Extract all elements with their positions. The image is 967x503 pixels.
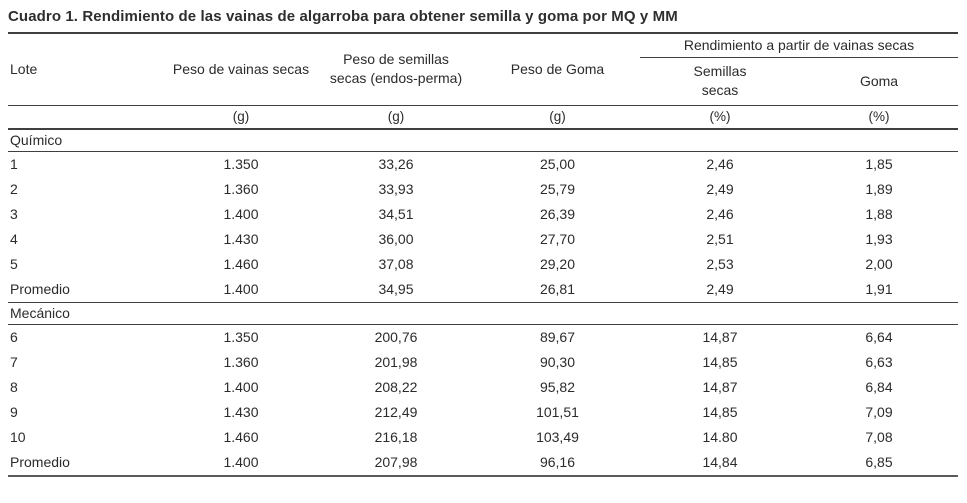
col-header-peso-vainas-label: Peso de vainas secas bbox=[172, 60, 310, 77]
value-cell: 7,08 bbox=[865, 429, 893, 445]
value-cell: 14,87 bbox=[702, 379, 738, 395]
table-body bbox=[8, 129, 958, 476]
col-header-rend-semillas-label: Semillas secas bbox=[693, 63, 747, 98]
row-label: 2 bbox=[10, 181, 18, 197]
value-cell: 1.360 bbox=[223, 354, 259, 370]
value-cell: 1.400 bbox=[223, 281, 259, 297]
value-cell: 33,26 bbox=[378, 156, 414, 172]
value-cell: 14,85 bbox=[702, 404, 738, 420]
unit-rend-semillas: (%) bbox=[640, 105, 800, 129]
value-cell: 89,67 bbox=[539, 329, 576, 345]
value-cell: 2,49 bbox=[706, 281, 734, 297]
table-title: Cuadro 1. Rendimiento de las vainas de algarroba para obtener semilla y goma por MQ y MM bbox=[8, 8, 678, 25]
row-label: 10 bbox=[10, 429, 26, 445]
table-row bbox=[8, 425, 958, 450]
value-cell: 1.350 bbox=[223, 156, 259, 172]
section-row bbox=[8, 129, 958, 152]
units-row bbox=[8, 105, 958, 129]
unit-semillas: (g) bbox=[317, 105, 475, 129]
table-row bbox=[8, 450, 958, 476]
value-cell: 1.460 bbox=[223, 429, 259, 445]
section-label: Químico bbox=[8, 129, 958, 152]
value-cell: 1,91 bbox=[865, 281, 893, 297]
table-row bbox=[8, 202, 958, 227]
row-label: 8 bbox=[10, 379, 18, 395]
value-cell: 1,85 bbox=[865, 156, 893, 172]
row-label: 6 bbox=[10, 329, 18, 345]
value-cell: 2,53 bbox=[706, 256, 734, 272]
value-cell: 1.430 bbox=[223, 404, 259, 420]
value-cell: 1.400 bbox=[223, 206, 259, 222]
value-cell: 1.400 bbox=[223, 454, 259, 470]
row-label: 9 bbox=[10, 404, 18, 420]
value-cell: 95,82 bbox=[539, 379, 576, 395]
table-row bbox=[8, 151, 958, 177]
value-cell: 90,30 bbox=[539, 354, 576, 370]
table-row bbox=[8, 177, 958, 202]
value-cell: 25,79 bbox=[539, 181, 576, 197]
unit-rend-goma: (%) bbox=[800, 105, 958, 129]
value-cell: 34,51 bbox=[378, 206, 414, 222]
value-cell: 96,16 bbox=[539, 454, 576, 470]
value-cell: 201,98 bbox=[374, 354, 418, 370]
col-header-lote: Lote bbox=[10, 61, 38, 78]
value-cell: 1,88 bbox=[865, 206, 893, 222]
value-cell: 6,64 bbox=[865, 329, 893, 345]
value-cell: 1,93 bbox=[865, 231, 893, 247]
value-cell: 1.460 bbox=[223, 256, 259, 272]
value-cell: 14,84 bbox=[702, 454, 738, 470]
col-header-peso-semillas bbox=[317, 33, 475, 105]
col-group-rendimiento: Rendimiento a partir de vainas secas bbox=[640, 33, 958, 57]
col-header-rend-semillas bbox=[640, 57, 800, 105]
value-cell: 208,22 bbox=[374, 379, 418, 395]
value-cell: 6,84 bbox=[865, 379, 893, 395]
row-label: 1 bbox=[10, 156, 18, 172]
value-cell: 14.80 bbox=[702, 429, 738, 445]
col-header-rend-goma: Goma bbox=[859, 73, 899, 89]
col-header-peso-goma-label: Peso de Goma bbox=[510, 60, 605, 77]
value-cell: 7,09 bbox=[865, 404, 893, 420]
value-cell: 1.360 bbox=[223, 181, 259, 197]
value-cell: 1.350 bbox=[223, 329, 259, 345]
value-cell: 27,70 bbox=[539, 231, 576, 247]
value-cell: 103,49 bbox=[536, 429, 579, 445]
value-cell: 34,95 bbox=[378, 281, 414, 297]
value-cell: 14,85 bbox=[702, 354, 738, 370]
value-cell: 25,00 bbox=[539, 156, 576, 172]
row-label: Promedio bbox=[10, 281, 70, 297]
value-cell: 207,98 bbox=[374, 454, 418, 470]
section-row bbox=[8, 302, 958, 324]
row-label: 3 bbox=[10, 206, 18, 222]
table-row bbox=[8, 400, 958, 425]
value-cell: 216,18 bbox=[374, 429, 418, 445]
value-cell: 14,87 bbox=[702, 329, 738, 345]
col-header-peso-vainas bbox=[165, 33, 317, 105]
value-cell: 6,63 bbox=[865, 354, 893, 370]
value-cell: 200,76 bbox=[374, 329, 418, 345]
value-cell: 26,81 bbox=[539, 281, 576, 297]
value-cell: 26,39 bbox=[539, 206, 576, 222]
unit-vainas: (g) bbox=[165, 105, 317, 129]
value-cell: 1.430 bbox=[223, 231, 259, 247]
value-cell: 33,93 bbox=[378, 181, 414, 197]
table-row bbox=[8, 375, 958, 400]
unit-lote bbox=[8, 105, 165, 129]
table-row bbox=[8, 277, 958, 303]
value-cell: 36,00 bbox=[378, 231, 414, 247]
row-label: Promedio bbox=[10, 454, 70, 470]
table-header bbox=[8, 33, 958, 129]
row-label: 4 bbox=[10, 231, 18, 247]
value-cell: 2,51 bbox=[706, 231, 734, 247]
data-table bbox=[8, 32, 958, 477]
table-row bbox=[8, 350, 958, 375]
value-cell: 37,08 bbox=[378, 256, 414, 272]
section-label: Mecánico bbox=[8, 302, 958, 324]
unit-goma: (g) bbox=[475, 105, 640, 129]
value-cell: 1.400 bbox=[223, 379, 259, 395]
row-label: 7 bbox=[10, 354, 18, 370]
value-cell: 6,85 bbox=[865, 454, 893, 470]
col-header-peso-goma bbox=[475, 33, 640, 105]
value-cell: 1,89 bbox=[865, 181, 893, 197]
row-label: 5 bbox=[10, 256, 18, 272]
value-cell: 2,46 bbox=[706, 206, 734, 222]
table-row bbox=[8, 227, 958, 252]
table-row bbox=[8, 252, 958, 277]
value-cell: 2,49 bbox=[706, 181, 734, 197]
value-cell: 212,49 bbox=[374, 404, 418, 420]
value-cell: 2,00 bbox=[865, 256, 893, 272]
value-cell: 29,20 bbox=[539, 256, 576, 272]
col-header-peso-semillas-label: Peso de semillas secas (endos-perma) bbox=[329, 51, 463, 87]
value-cell: 101,51 bbox=[536, 404, 579, 420]
table-row bbox=[8, 324, 958, 350]
value-cell: 2,46 bbox=[706, 156, 734, 172]
